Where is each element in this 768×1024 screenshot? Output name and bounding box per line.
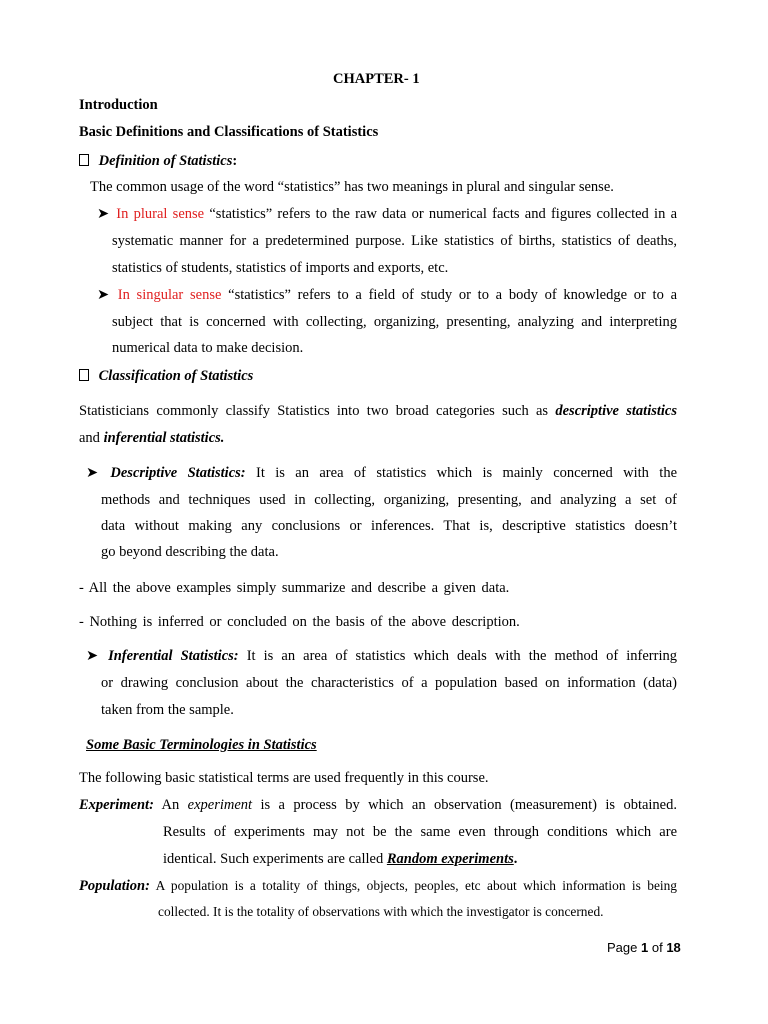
population-line-1: Population: A population is a totality of things, objects, peoples, etc about which information is being: [79, 878, 678, 894]
descriptive-line-3: data without making any conclusions or inferences. That is, descriptive statistics doesn’t: [101, 518, 677, 534]
dash-line-2: - Nothing is inferred or concluded on the basis of the above description.: [79, 614, 520, 630]
singular-line-2: subject that is concerned with collecting, organizing, presenting, analyzing and interpreting: [112, 314, 677, 330]
definition-heading: Definition of Statistics:: [79, 153, 237, 170]
plural-line-1: ➤ In plural sense “statistics” refers to the raw data or numerical facts and figures collected in a: [97, 206, 678, 222]
classification-heading: Classification of Statistics: [79, 368, 253, 385]
population-label: Population:: [79, 878, 150, 894]
plural-line-3: statistics of students, statistics of imports and exports, etc.: [112, 260, 449, 276]
population-line-2: collected. It is the totality of observations with which the investigator is concerned.: [158, 904, 604, 919]
random-experiments-term: Random experiments: [386, 851, 514, 867]
terminologies-heading: Some Basic Terminologies in Statistics: [86, 737, 317, 753]
checkbox-icon: [79, 154, 89, 166]
experiment-line-1: Experiment: An experiment is a process by which an observation (measurement) is obtained.: [79, 797, 677, 813]
classification-para-line-2: and inferential statistics.: [79, 430, 225, 446]
inferential-line-1: ➤ Inferential Statistics: It is an area of statistics which deals with the method of inferring: [86, 648, 677, 664]
chapter-title: CHAPTER- 1: [333, 71, 420, 87]
plural-line-2: systematic manner for a predetermined purpose. Like statistics of births, statistics of deaths,: [112, 233, 677, 249]
singular-label: In singular sense: [117, 287, 222, 303]
plural-label: In plural sense: [116, 206, 205, 222]
arrow-bullet-icon: ➤: [86, 648, 99, 664]
experiment-line-2: Results of experiments may not be the same even through conditions which are: [163, 824, 677, 840]
descriptive-line-2: methods and techniques used in collecting, organizing, presenting, and analyzing a set of: [101, 492, 677, 508]
inferential-line-3: taken from the sample.: [101, 702, 234, 718]
section-title: Basic Definitions and Classifications of Statistics: [79, 124, 379, 140]
page-number: Page 1 of 18: [607, 940, 681, 955]
checkbox-icon: [79, 369, 89, 381]
descriptive-line-4: go beyond describing the data.: [101, 544, 279, 560]
singular-line-1: ➤ In singular sense “statistics” refers to a field of study or to a body of knowledge or to a: [97, 287, 678, 303]
inferential-line-2: or drawing conclusion about the characteristics of a population based on information (data): [101, 675, 677, 691]
arrow-bullet-icon: ➤: [97, 287, 110, 303]
terms-intro-text: The following basic statistical terms are used frequently in this course.: [79, 770, 489, 786]
experiment-line-3: identical. Such experiments are called Random experiments.: [163, 851, 518, 867]
intro-heading: Introduction: [79, 97, 158, 113]
arrow-bullet-icon: ➤: [97, 206, 110, 222]
arrow-bullet-icon: ➤: [86, 465, 99, 481]
dash-line-1: - All the above examples simply summarize and describe a given data.: [79, 580, 510, 596]
descriptive-line-1: ➤ Descriptive Statistics: It is an area of statistics which is mainly concerned with the: [86, 465, 678, 481]
experiment-label: Experiment:: [79, 797, 154, 813]
singular-line-3: numerical data to make decision.: [112, 340, 304, 356]
classification-para-line-1: Statisticians commonly classify Statistics into two broad categories such as descriptive statistics: [79, 403, 678, 419]
common-usage-text: The common usage of the word “statistics” has two meanings in plural and singular sense.: [90, 179, 614, 195]
